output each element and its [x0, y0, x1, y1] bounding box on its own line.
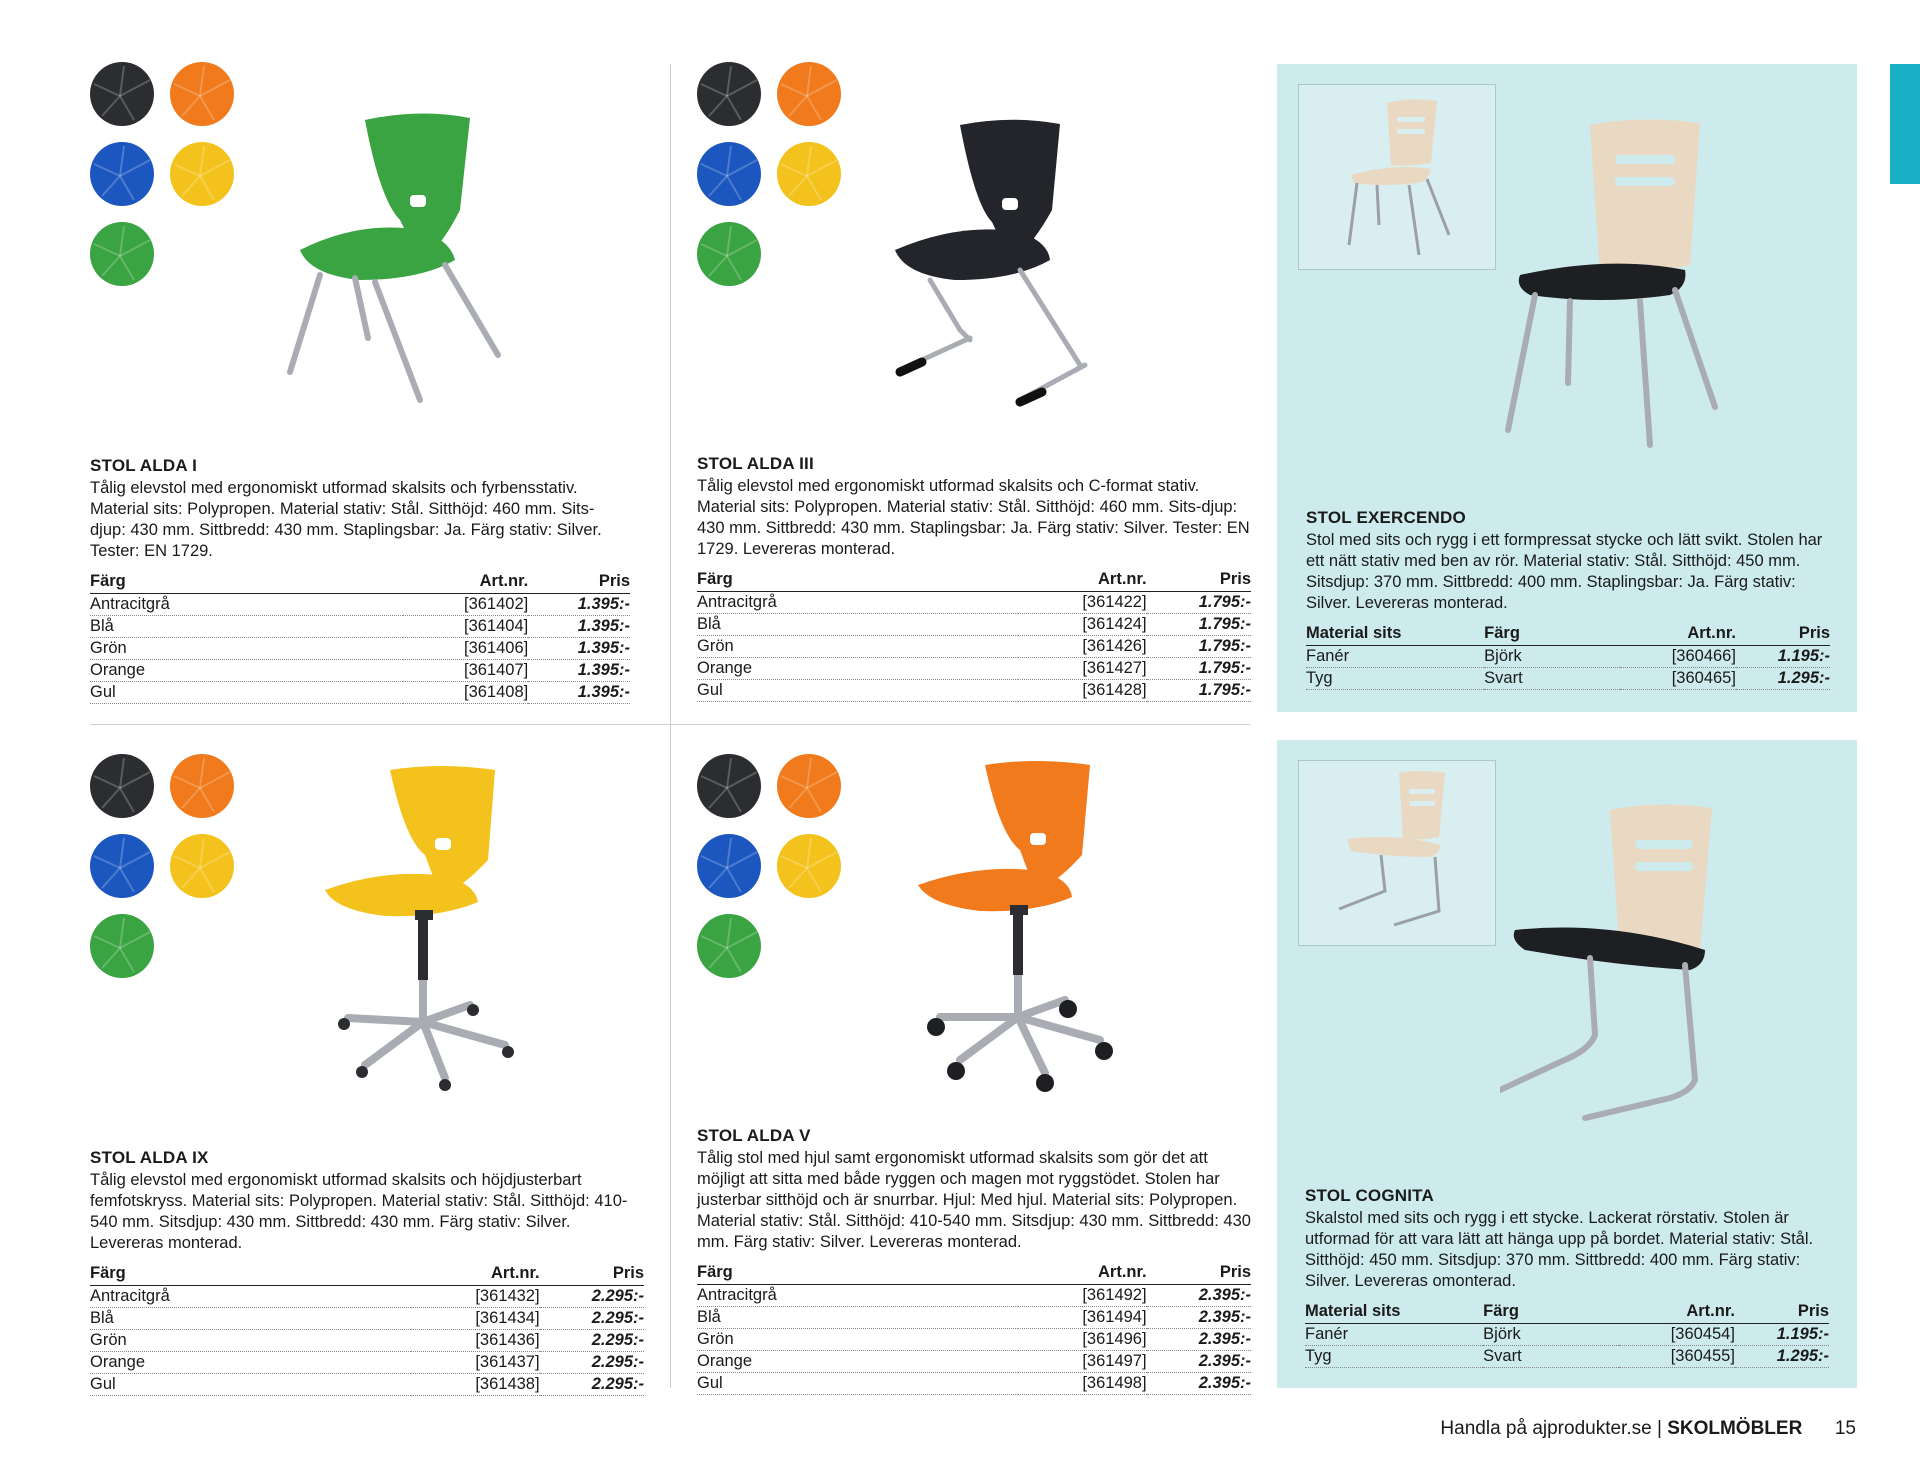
- color-swatch: [697, 62, 761, 126]
- article-number-cell: [361427]: [1018, 658, 1146, 680]
- article-number-cell: [361406]: [403, 638, 528, 660]
- color-swatch: [777, 142, 841, 206]
- price-table: [90, 1262, 644, 1396]
- price-cell: 1.795:-: [1147, 680, 1251, 702]
- page-footer: [1440, 1418, 1856, 1440]
- alda-i-chair-image: [270, 100, 510, 420]
- article-number-cell: [360454]: [1619, 1324, 1735, 1346]
- table-row: [697, 1307, 1251, 1329]
- column-header: Pris: [1735, 1300, 1829, 1324]
- price-cell: 1.295:-: [1735, 1346, 1829, 1368]
- variant-cell: Antracitgrå: [90, 1286, 411, 1308]
- color-swatch: [170, 142, 234, 206]
- article-number-cell: [361422]: [1018, 592, 1146, 614]
- article-number-cell: [361402]: [403, 594, 528, 616]
- variant-cell: Antracitgrå: [90, 594, 403, 616]
- price-cell: 1.795:-: [1147, 592, 1251, 614]
- table-row: [90, 660, 630, 682]
- column-header: Pris: [540, 1262, 644, 1286]
- section-tab-accent: [1890, 64, 1920, 184]
- variant-cell: Gul: [90, 682, 403, 704]
- alda-v-chair-image: [910, 755, 1130, 1095]
- article-number-cell: [361438]: [411, 1374, 539, 1396]
- product-title: STOL ALDA V: [697, 1126, 811, 1145]
- color-swatch: [697, 914, 761, 978]
- column-header: Art.nr.: [411, 1262, 539, 1286]
- footer-separator: |: [1656, 1418, 1662, 1439]
- price-cell: 2.295:-: [540, 1330, 644, 1352]
- table-row: [1305, 1346, 1829, 1368]
- color-swatch: [697, 142, 761, 206]
- column-header: Art.nr.: [1018, 1261, 1146, 1285]
- product-description: Tålig elevstol med ergonomiskt utformad skalsits och C-format stativ. Material sits: Polypropen. Material stativ: Stål. Sitthöjd: 460 mm. Sits-djup: 430 mm. Sittbredd: 430 mm. Staplingsbar: Ja. Färg stativ: Silver. Tester: EN 1729. Levereras monterad.: [697, 477, 1250, 558]
- price-cell: 1.395:-: [528, 682, 630, 704]
- price-cell: 2.295:-: [540, 1286, 644, 1308]
- price-cell: 2.295:-: [540, 1374, 644, 1396]
- column-header: Pris: [1736, 622, 1830, 646]
- variant-cell: Gul: [90, 1374, 411, 1396]
- article-number-cell: [361437]: [411, 1352, 539, 1374]
- color-swatch: [90, 222, 154, 286]
- column-header: Material sits: [1305, 1300, 1483, 1324]
- table-row: [697, 1351, 1251, 1373]
- color-swatch: [90, 754, 154, 818]
- article-number-cell: [360466]: [1620, 646, 1736, 668]
- product-description: Tålig elevstol med ergonomiskt utformad skalsits och fyrbensstativ. Material sits: Polypropen. Material stativ: Stål. Sitthöjd: 460 mm. Sits-djup: 430 mm. Sittbredd: 430 mm. Staplingsbar: Ja. Färg stativ: Silver. Tester: EN 1729.: [90, 479, 602, 560]
- column-header: Pris: [1147, 1261, 1251, 1285]
- color-swatch: [90, 914, 154, 978]
- article-number-cell: [361426]: [1018, 636, 1146, 658]
- color-swatch: [90, 834, 154, 898]
- color-swatch: [777, 834, 841, 898]
- table-row: [1306, 646, 1830, 668]
- variant-cell: Antracitgrå: [697, 1285, 1018, 1307]
- product-alda-ix: [90, 1148, 644, 1396]
- article-number-cell: [361428]: [1018, 680, 1146, 702]
- product-description: Skalstol med sits och rygg i ett stycke. Lackerat rörstativ. Stolen är utformad för att vara lätt att hänga upp på bordet. Material stativ: Stål. Sitthöjd: 450 mm. Sitsdjup: 370 mm. Sittbredd: 400 mm. Färg stativ: Silver. Levereras omonterad.: [1305, 1209, 1814, 1290]
- column-header: Pris: [528, 570, 630, 594]
- article-number-cell: [361436]: [411, 1330, 539, 1352]
- article-number-cell: [361434]: [411, 1308, 539, 1330]
- price-cell: 1.295:-: [1736, 668, 1830, 690]
- price-cell: 1.195:-: [1735, 1324, 1829, 1346]
- variant-cell: Blå: [697, 1307, 1018, 1329]
- table-row: [90, 594, 630, 616]
- table-row: [697, 1373, 1251, 1395]
- shop-link[interactable]: Handla på ajprodukter.se: [1440, 1418, 1652, 1439]
- article-number-cell: [361498]: [1018, 1373, 1146, 1395]
- page-number: 15: [1834, 1418, 1856, 1439]
- column-header: Färg: [1483, 1300, 1619, 1324]
- column-header: Färg: [697, 1261, 1018, 1285]
- column-divider-1: [670, 64, 671, 1388]
- product-title: STOL EXERCENDO: [1306, 508, 1466, 527]
- table-row: [90, 1374, 644, 1396]
- price-cell: 2.295:-: [540, 1352, 644, 1374]
- table-row: [697, 1285, 1251, 1307]
- price-cell: 1.795:-: [1147, 614, 1251, 636]
- color-swatch: [777, 754, 841, 818]
- color-swatch: [697, 754, 761, 818]
- product-exercendo: [1306, 508, 1830, 690]
- price-cell: 1.395:-: [528, 638, 630, 660]
- price-cell: 1.395:-: [528, 660, 630, 682]
- product-cognita: [1305, 1186, 1829, 1368]
- variant-cell: Fanér: [1306, 646, 1484, 668]
- price-cell: 2.395:-: [1147, 1329, 1251, 1351]
- exercendo-thumbnail: [1298, 84, 1496, 270]
- column-header: Färg: [1484, 622, 1620, 646]
- article-number-cell: [361494]: [1018, 1307, 1146, 1329]
- article-number-cell: [361407]: [403, 660, 528, 682]
- variant-cell: Blå: [90, 1308, 411, 1330]
- variant-cell: Fanér: [1305, 1324, 1483, 1346]
- column-header: Färg: [697, 568, 1018, 592]
- price-cell: 2.395:-: [1147, 1307, 1251, 1329]
- color-swatch: [170, 754, 234, 818]
- variant-cell: Grön: [697, 1329, 1018, 1351]
- article-number-cell: [361424]: [1018, 614, 1146, 636]
- color-swatch: [697, 834, 761, 898]
- article-number-cell: [361408]: [403, 682, 528, 704]
- article-number-cell: [361496]: [1018, 1329, 1146, 1351]
- table-row: [1306, 668, 1830, 690]
- price-cell: 2.395:-: [1147, 1285, 1251, 1307]
- table-row: [90, 616, 630, 638]
- product-title: STOL ALDA I: [90, 456, 198, 475]
- price-cell: 1.795:-: [1147, 636, 1251, 658]
- color-swatch: [170, 62, 234, 126]
- column-header: Färg: [90, 1262, 411, 1286]
- table-row: [90, 1308, 644, 1330]
- color-swatch: [777, 62, 841, 126]
- product-alda-iii: [697, 454, 1251, 702]
- price-cell: 2.395:-: [1147, 1351, 1251, 1373]
- price-cell: 2.295:-: [540, 1308, 644, 1330]
- article-number-cell: [361492]: [1018, 1285, 1146, 1307]
- price-cell: 1.795:-: [1147, 658, 1251, 680]
- article-number-cell: [361497]: [1018, 1351, 1146, 1373]
- article-number-cell: [360455]: [1619, 1346, 1735, 1368]
- price-table: [697, 1261, 1251, 1395]
- variant-cell: Blå: [90, 616, 403, 638]
- variant-cell: Blå: [697, 614, 1018, 636]
- column-header: Pris: [1147, 568, 1251, 592]
- table-row: [697, 680, 1251, 702]
- alda-iii-chair-image: [870, 110, 1110, 420]
- price-cell: 2.395:-: [1147, 1373, 1251, 1395]
- column-header: Art.nr.: [1619, 1300, 1735, 1324]
- variant-cell: Gul: [697, 680, 1018, 702]
- variant-cell: Orange: [697, 658, 1018, 680]
- article-number-cell: [360465]: [1620, 668, 1736, 690]
- variant-cell: Björk: [1484, 646, 1620, 668]
- product-description: Tålig elevstol med ergonomiskt utformad skalsits och höjdjusterbart femfotskryss. Material sits: Polypropen. Material stativ: Stål. Sitthöjd: 410-540 mm. Sitsdjup: 430 mm. Sittbredd: 430 mm. Färg stativ: Silver. Levereras monterad.: [90, 1171, 628, 1252]
- column-header: Material sits: [1306, 622, 1484, 646]
- table-row: [90, 638, 630, 660]
- alda-ix-chair-image: [320, 760, 540, 1100]
- variant-cell: Svart: [1483, 1346, 1619, 1368]
- price-cell: 1.195:-: [1736, 646, 1830, 668]
- table-row: [697, 614, 1251, 636]
- table-row: [1305, 1324, 1829, 1346]
- variant-cell: Grön: [90, 638, 403, 660]
- color-swatch: [90, 142, 154, 206]
- product-description: Stol med sits och rygg i ett formpressat stycke och lätt svikt. Stolen har ett nätt stativ med ben av rör. Material stativ: Stål. Sitthöjd: 450 mm. Sitsdjup: 370 mm. Sittbredd: 400 mm. Staplingsbar: Ja. Färg stativ: Silver. Levereras monterad.: [1306, 531, 1823, 612]
- cognita-chair-image: [1500, 800, 1750, 1130]
- article-number-cell: [361404]: [403, 616, 528, 638]
- cognita-thumbnail: [1298, 760, 1496, 946]
- price-table: [1306, 622, 1830, 690]
- variant-cell: Björk: [1483, 1324, 1619, 1346]
- variant-cell: Orange: [90, 1352, 411, 1374]
- variant-cell: Grön: [90, 1330, 411, 1352]
- product-alda-v: [697, 1126, 1251, 1395]
- column-header: Art.nr.: [1620, 622, 1736, 646]
- color-swatch: [170, 834, 234, 898]
- table-row: [697, 592, 1251, 614]
- color-swatch: [697, 222, 761, 286]
- variant-cell: Tyg: [1306, 668, 1484, 690]
- table-row: [90, 1352, 644, 1374]
- product-title: STOL ALDA IX: [90, 1148, 209, 1167]
- table-row: [90, 1330, 644, 1352]
- variant-cell: Antracitgrå: [697, 592, 1018, 614]
- table-row: [90, 1286, 644, 1308]
- column-header: Art.nr.: [403, 570, 528, 594]
- table-row: [697, 636, 1251, 658]
- row-divider: [90, 724, 1250, 725]
- product-alda-i: [90, 456, 630, 704]
- variant-cell: Orange: [697, 1351, 1018, 1373]
- exercendo-chair-image: [1490, 115, 1750, 450]
- price-cell: 1.395:-: [528, 594, 630, 616]
- variant-cell: Orange: [90, 660, 403, 682]
- article-number-cell: [361432]: [411, 1286, 539, 1308]
- price-table: [697, 568, 1251, 702]
- price-cell: 1.395:-: [528, 616, 630, 638]
- variant-cell: Tyg: [1305, 1346, 1483, 1368]
- variant-cell: Gul: [697, 1373, 1018, 1395]
- section-name: SKOLMÖBLER: [1667, 1418, 1803, 1439]
- price-table: [90, 570, 630, 704]
- variant-cell: Svart: [1484, 668, 1620, 690]
- table-row: [90, 682, 630, 704]
- color-swatch: [90, 62, 154, 126]
- column-header: Färg: [90, 570, 403, 594]
- table-row: [697, 1329, 1251, 1351]
- product-title: STOL ALDA III: [697, 454, 814, 473]
- product-description: Tålig stol med hjul samt ergonomiskt utformad skalsits som gör det att möjligt att sitta med både ryggen och magen mot ryggstödet. Stolen har justerbar sitthöjd och är snurrbar. Hjul: Med hjul. Material sits: Polypropen. Material stativ: Stål. Sitthöjd: 410-540 mm. Sitsdjup: 430 mm. Sittbredd: 430 mm. Färg stativ: Silver. Levereras monterad.: [697, 1149, 1251, 1251]
- price-table: [1305, 1300, 1829, 1368]
- table-row: [697, 658, 1251, 680]
- column-header: Art.nr.: [1018, 568, 1146, 592]
- variant-cell: Grön: [697, 636, 1018, 658]
- product-title: STOL COGNITA: [1305, 1186, 1434, 1205]
